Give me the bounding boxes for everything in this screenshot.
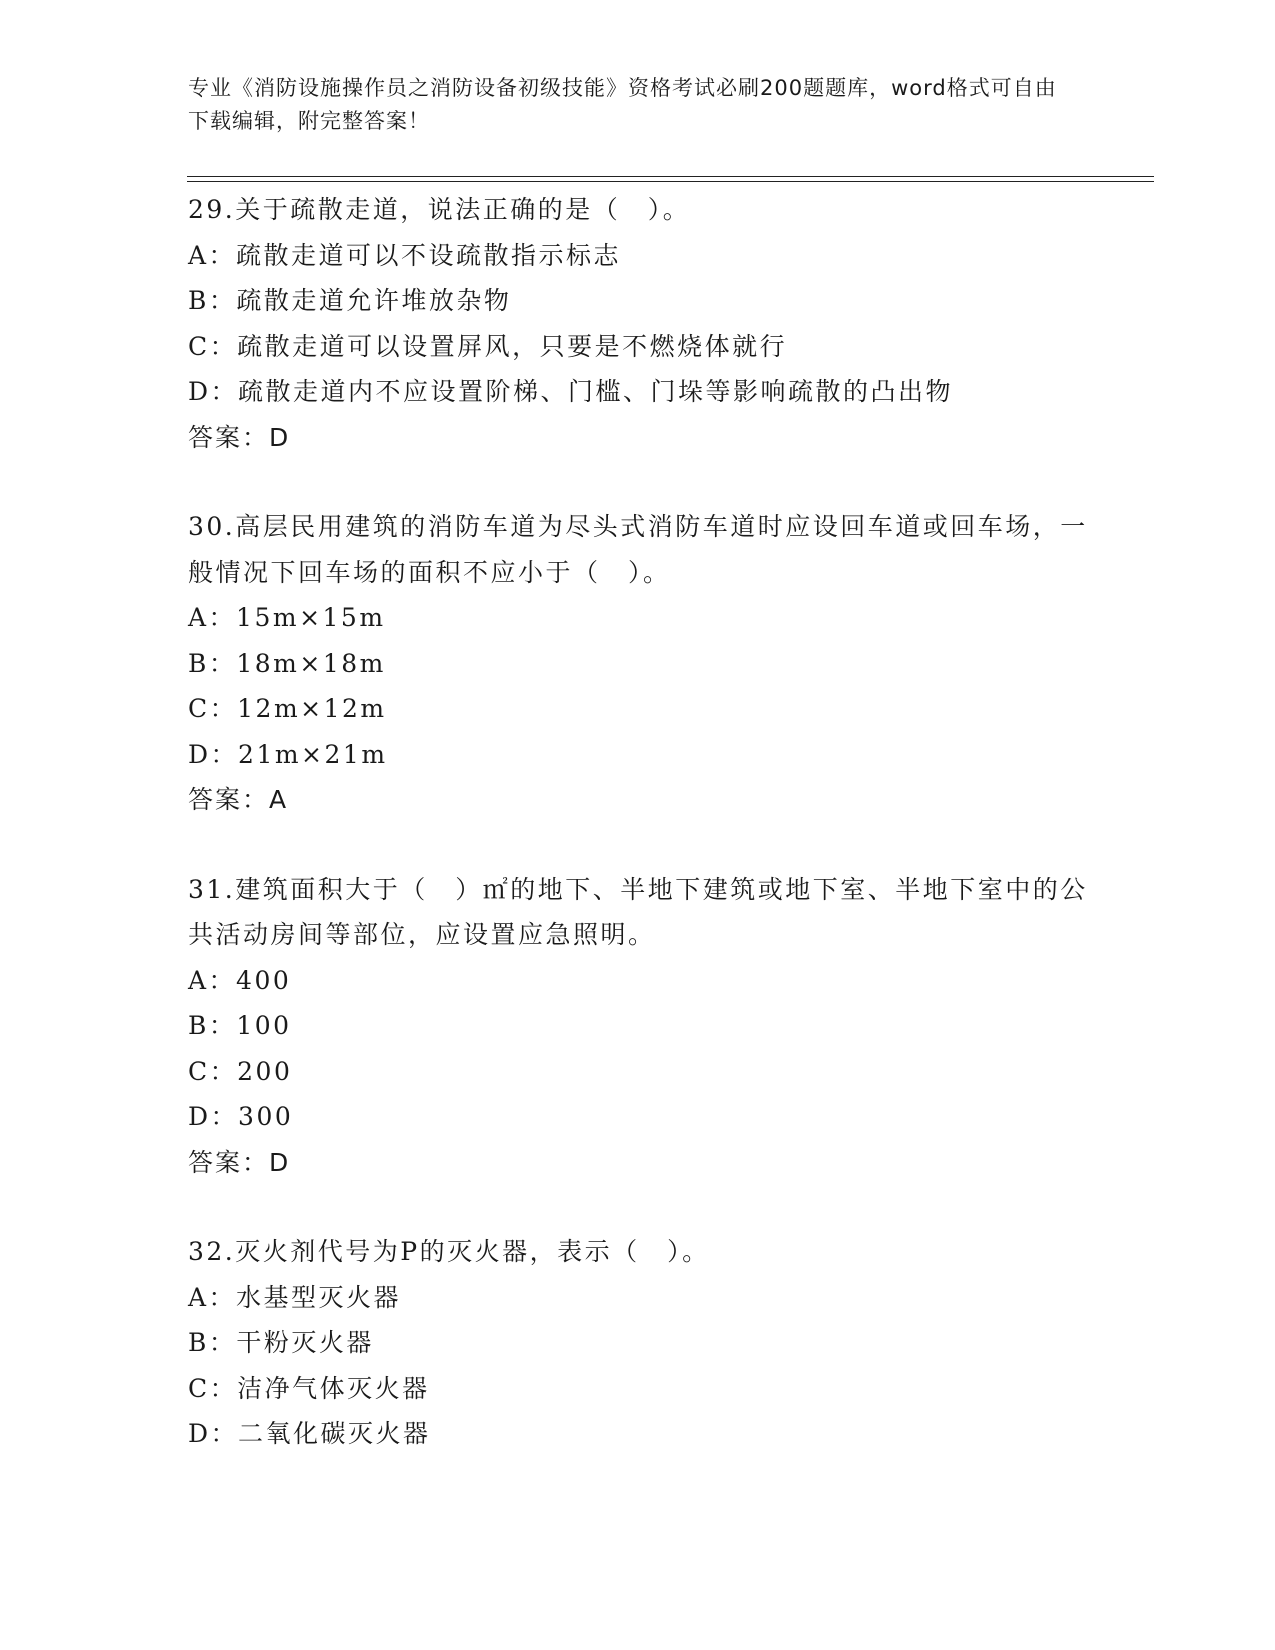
- option-a: A：疏散走道可以不设疏散指示标志: [188, 240, 622, 270]
- answer: 答案：A: [188, 785, 289, 814]
- option-c: C：疏散走道可以设置屏风，只要是不燃烧体就行: [188, 331, 788, 361]
- option-c: C：200: [188, 1056, 293, 1086]
- question-30: [188, 504, 1088, 823]
- option-b: B：干粉灭火器: [188, 1328, 374, 1357]
- option-a: A：15m×15m: [188, 603, 386, 632]
- question-stem: 30.高层民用建筑的消防车道为尽头式消防车道时应设回车道或回车场，一般情况下回车场的面积不应小于（ ）。: [188, 512, 1088, 587]
- option-b: B：100: [188, 1011, 292, 1040]
- option-d: D：疏散走道内不应设置阶梯、门槛、门垛等影响疏散的凸出物: [188, 377, 954, 406]
- question-stem: 32.灭火剂代号为P的灭火器，表示（ ）。: [188, 1237, 710, 1266]
- question-stem: 31.建筑面积大于（ ）㎡的地下、半地下建筑或地下室、半地下室中的公共活动房间等部位，应设置应急照明。: [188, 874, 1088, 949]
- option-b: B：疏散走道允许堆放杂物: [188, 286, 512, 315]
- header-divider-top: [187, 176, 1154, 177]
- option-d: D：21m×21m: [188, 739, 388, 769]
- option-c: C：12m×12m: [188, 694, 387, 723]
- question-31: [188, 867, 1088, 1186]
- option-d: D：二氧化碳灭火器: [188, 1419, 431, 1448]
- option-b: B：18m×18m: [188, 648, 386, 678]
- option-d: D：300: [188, 1102, 294, 1131]
- header-divider-bottom: [187, 181, 1154, 182]
- answer: 答案：D: [188, 1147, 291, 1177]
- question-32: [188, 1229, 1088, 1457]
- option-c: C：洁净气体灭火器: [188, 1373, 430, 1403]
- question-stem: 29.关于疏散走道，说法正确的是（ ）。: [188, 195, 691, 224]
- question-29: [188, 187, 1088, 460]
- question-list: [188, 187, 1088, 1501]
- header-title: 专业《消防设施操作员之消防设备初级技能》资格考试必刷200题题库，word格式可自由下载编辑，附完整答案！: [188, 76, 1057, 133]
- document-header: [188, 72, 1068, 138]
- option-a: A：400: [188, 965, 292, 995]
- option-a: A：水基型灭火器: [188, 1282, 402, 1312]
- answer: 答案：D: [188, 422, 291, 452]
